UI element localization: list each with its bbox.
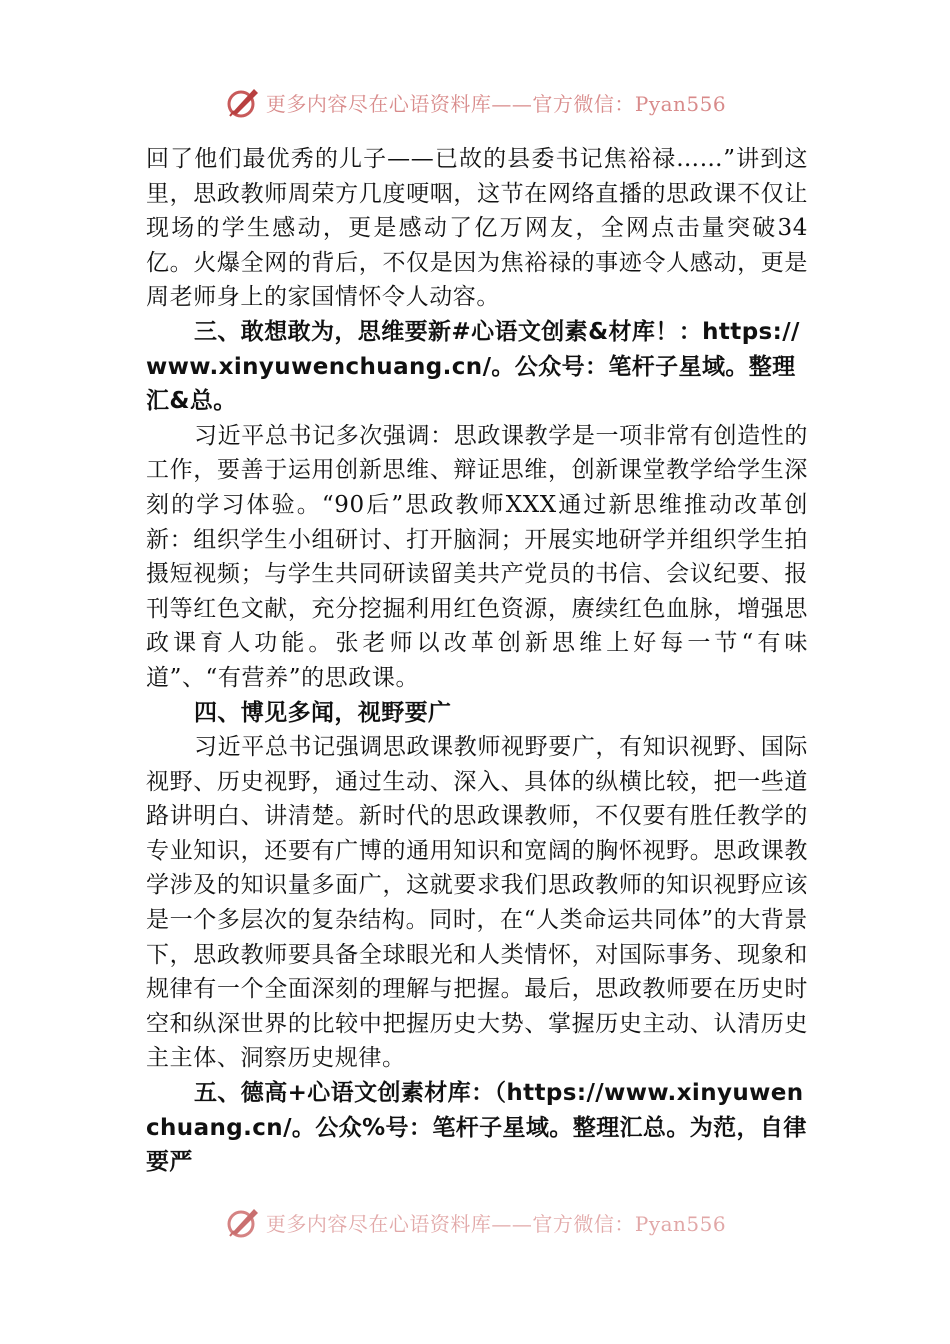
watermark-text: 更多内容尽在心语资料库——官方微信：Pyan556 [265, 91, 727, 116]
section-heading-3: 三、敢想敢为，思维要新#心语文创素&材库！：https://www.xinyuwenchuang.cn/。公众号：笔杆子星域。整理汇&总。 [146, 318, 800, 415]
paragraph-vision: 习近平总书记强调思政课教师视野要广，有知识视野、国际视野、历史视野，通过生动、深入、具体的纵横比较，把一些道路讲明白、讲清楚。新时代的思政课教师，不仅要有胜任教学的专业知识，还要有广博的通用知识和宽阔的胸怀视野。思政课教学涉及的知识量多面广，这就要求我们思政教师的知识视野应该是一个多层次的复杂结构。同时，在“人类命运共同体”的大背景下，思政教师要具备全球眼光和人类情怀，对国际事务、现象和规律有一个全面深刻的理解与把握。最后，思政教师要在历史时空和纵深世界的比较中把握历史大势、掌握历史主动、认清历史主主体、洞察历史规律。 [146, 734, 808, 1072]
section-heading-5: 五、德高+心语文创素材库：（https://www.xinyuwenchuang.cn/。公众%号：笔杆子星域。整理汇总。为范，自律要严 [146, 1080, 807, 1176]
paragraph-continuation: 回了他们最优秀的儿子——已故的县委书记焦裕禄……”讲到这里，思政教师周荣方几度哽咽，这节在网络直播的思政课不仅让现场的学生感动，更是感动了亿万网友，全网点击量突破34亿。火爆全网的背后，不仅是因为焦裕禄的事迹令人感动，更是周老师身上的家国情怀令人动容。 [146, 146, 808, 311]
watermark-text: 更多内容尽在心语资料库——官方微信：Pyan556 [265, 1211, 727, 1236]
footer-watermark [0, 1200, 950, 1244]
header-watermark [0, 80, 950, 124]
section-heading-4: 四、博见多闻，视野要广 [194, 699, 452, 726]
quill-logo-icon [224, 85, 262, 119]
quill-logo-icon [224, 1205, 262, 1239]
paragraph-innovation: 习近平总书记多次强调：思政课教学是一项非常有创造性的工作，要善于运用创新思维、辩证思维，创新课堂教学给学生深刻的学习体验。“90后”思政教师XXX通过新思维推动改革创新：组织学生小组研讨、打开脑洞；开展实地研学并组织学生拍摄短视频；与学生共同研读留美共产党员的书信、会议纪要、报刊等红色文献，充分挖掘利用红色资源，赓续红色血脉，增强思政课育人功能。张老师以改革创新思维上好每一节“有味道”、“有营养”的思政课。 [146, 422, 808, 691]
document-body [146, 142, 808, 1180]
